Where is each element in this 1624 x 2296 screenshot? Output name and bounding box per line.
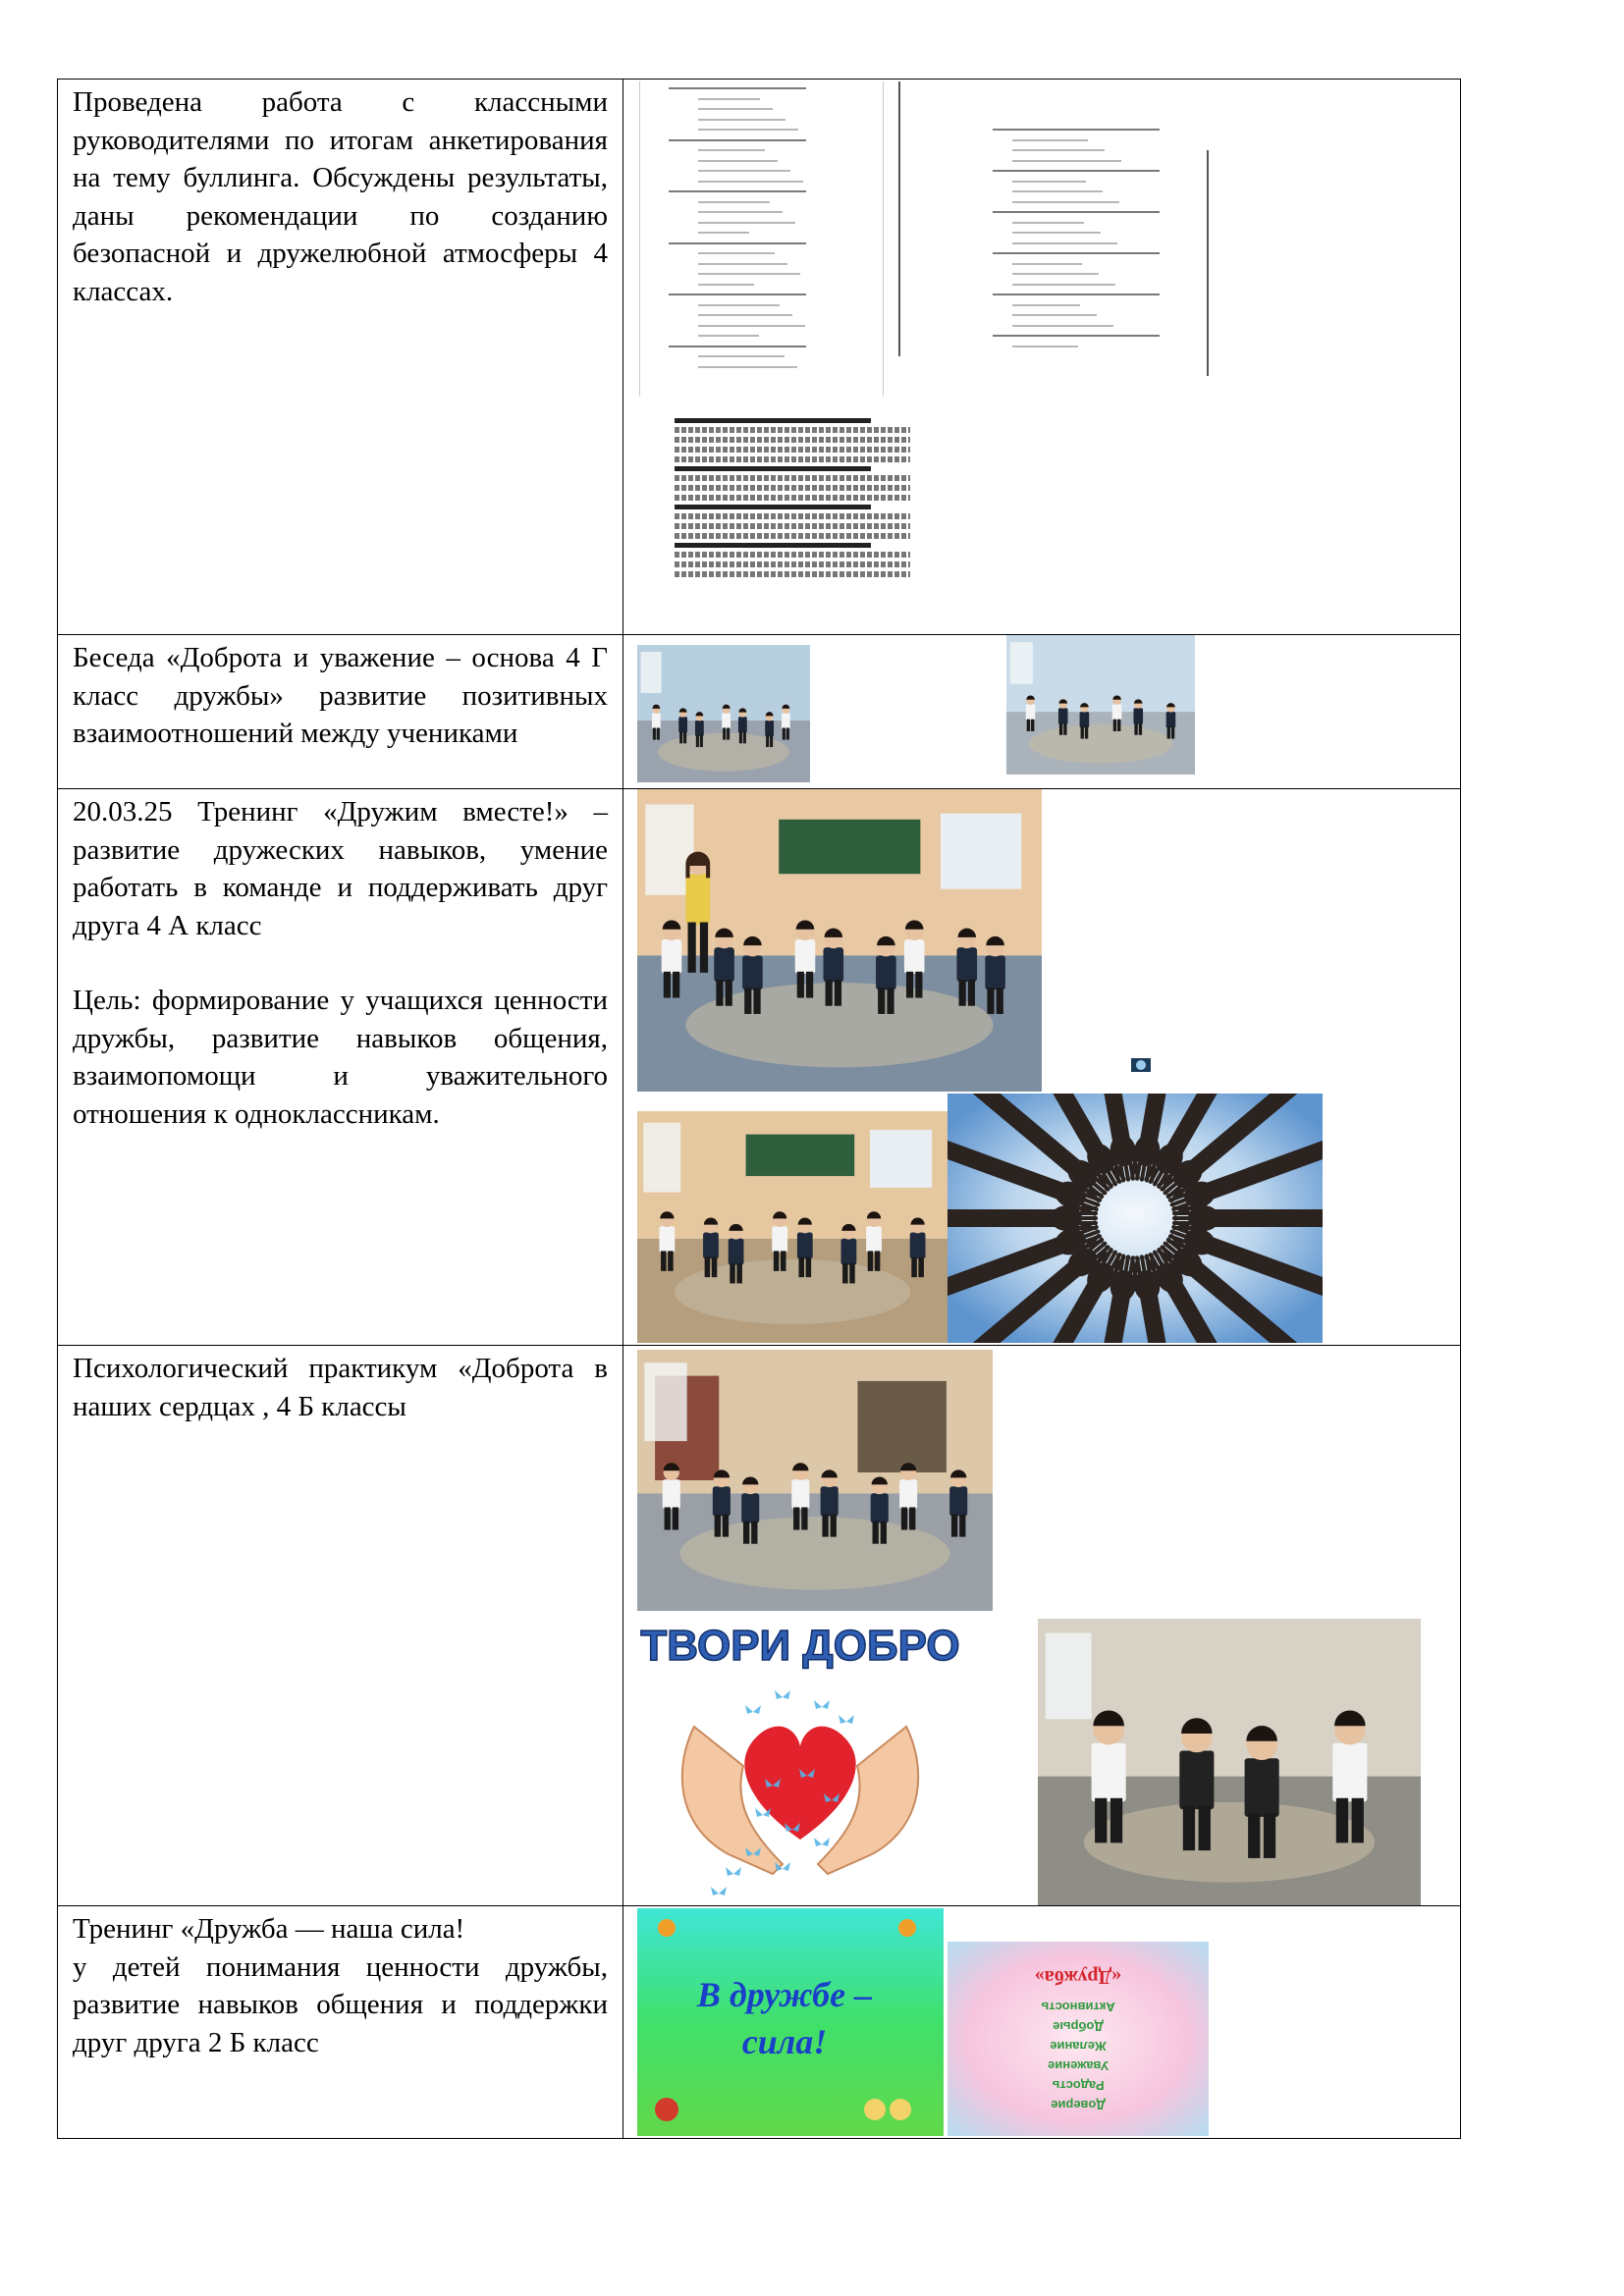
slide-word: Активность xyxy=(1041,2000,1115,2014)
row-1-text: Проведена работа с классными руководителями по итогам анкетирования на тему буллинга. Обсуждены результаты, даны рекомендации по созданию безопасной и дружелюбной атмосферы 4 классах. xyxy=(73,86,608,307)
report-table xyxy=(57,79,1461,2139)
description-cell xyxy=(58,635,623,789)
class-photo xyxy=(1006,635,1195,774)
row-3-text: 20.03.25 Тренинг «Дружим вместе!» – развитие дружеских навыков, умение работать в команде и поддерживать друг друга 4 А класс xyxy=(73,796,608,941)
photo-cell xyxy=(623,80,1461,635)
table-row xyxy=(58,1906,1461,2139)
row-5-goal: у детей понимания ценности дружбы, развитие навыков общения и поддержки друг друга 2 Б класс xyxy=(73,1950,608,2058)
slide-word: Желание xyxy=(1050,2039,1107,2054)
svg-text:«Дружба»: «Дружба» xyxy=(1034,1966,1122,1988)
table-row xyxy=(58,789,1461,1346)
questionnaire-conclusion xyxy=(665,403,910,581)
photo-cell xyxy=(623,1906,1461,2139)
slide-word: Доверие xyxy=(1051,2098,1106,2112)
row-2-text: Беседа «Доброта и уважение – основа 4 Г класс дружбы» развитие позитивных взаимоотношений между учениками xyxy=(73,642,608,749)
photo-cell xyxy=(623,789,1461,1346)
class-photo xyxy=(1038,1619,1421,1905)
row-4-text: Психологический практикум «Доброта в наших сердцах , 4 Б классы xyxy=(73,1353,608,1422)
questionnaire-scan xyxy=(639,81,1209,396)
slide-green xyxy=(637,1908,944,2136)
svg-text:сила!: сила! xyxy=(741,2022,828,2061)
class-photo xyxy=(637,1350,993,1611)
table-row xyxy=(58,1346,1461,1906)
description-cell xyxy=(58,1346,623,1906)
slide-word: Добрые xyxy=(1053,2019,1104,2034)
class-photo xyxy=(637,1111,947,1343)
tvori-dobro-poster xyxy=(635,1619,965,1903)
small-icon xyxy=(1129,1056,1153,1074)
class-photo xyxy=(637,789,1042,1092)
description-cell xyxy=(58,1906,623,2139)
row-5-text: Тренинг «Дружба — наша сила! xyxy=(73,1913,465,1945)
poster-title: ТВОРИ ДОБРО xyxy=(640,1622,960,1670)
slide-word: Уважение xyxy=(1048,2058,1109,2073)
svg-text:В дружбе –: В дружбе – xyxy=(696,1975,873,2014)
slide-gradient xyxy=(947,1942,1209,2136)
class-photo xyxy=(637,645,810,782)
description-cell xyxy=(58,80,623,635)
row-3-goal: Цель: формирование у учащихся ценности дружбы, развитие навыков общения, взаимопомощи и уважительного отношения к одноклассникам. xyxy=(73,985,608,1130)
table-row xyxy=(58,635,1461,789)
hands-circle-photo xyxy=(947,1094,1323,1343)
table-row xyxy=(58,80,1461,635)
slide-word: Радость xyxy=(1052,2078,1105,2093)
description-cell xyxy=(58,789,623,1346)
photo-cell xyxy=(623,635,1461,789)
photo-cell xyxy=(623,1346,1461,1906)
